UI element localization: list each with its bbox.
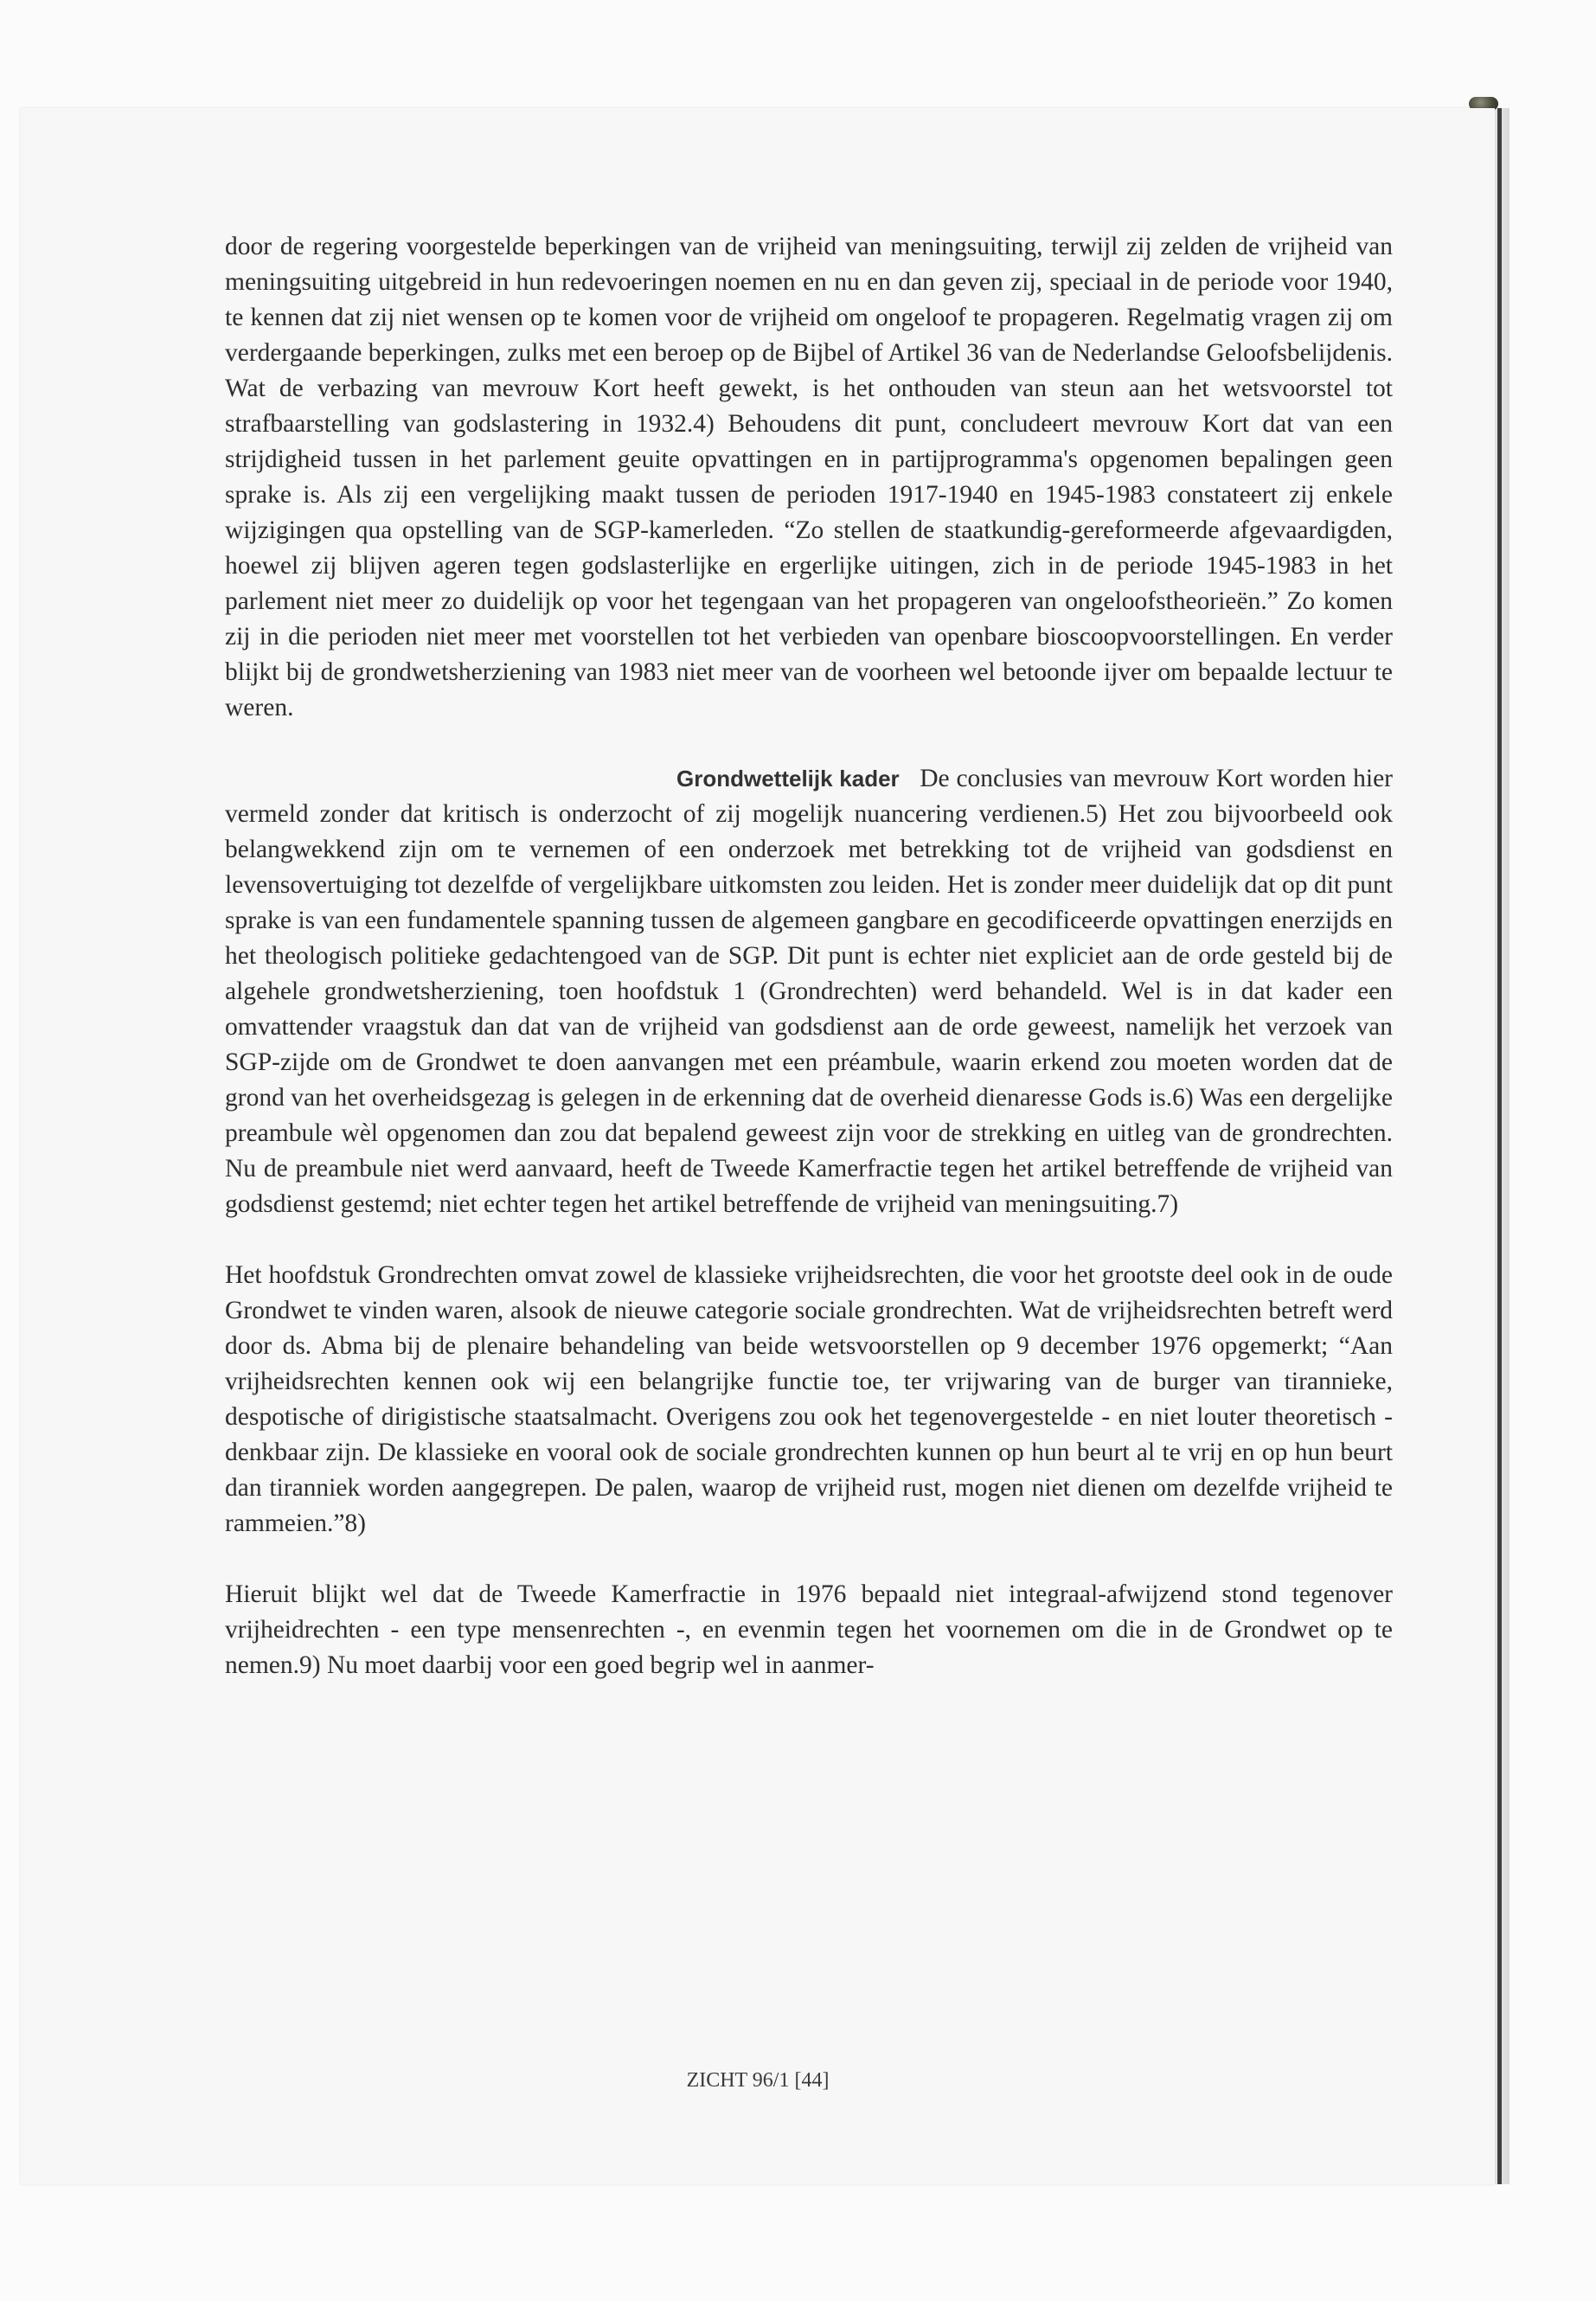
paragraph-2 (225, 761, 1393, 1222)
section-heading: Grondwettelijk kader (676, 766, 900, 792)
body-text (225, 229, 1393, 1719)
paragraph-1: door de regering voorgestelde beperkingen van de vrijheid van meningsuiting, terwijl zij zelden de vrijheid van meningsuiting uitgebreid in hun redevoeringen noemen en nu en dan geven zij, speciaal in de periode voor 1940, te kennen dat zij niet wensen op te komen voor de vrijheid om ongeloof te propageren. Regelmatig vragen zij om verdergaande beperkingen, zulks met een beroep op de Bijbel of Artikel 36 van de Nederlandse Geloofsbelijdenis. Wat de verbazing van mevrouw Kort heeft gewekt, is het onthouden van steun aan het wetsvoorstel tot strafbaarstelling van godslastering in 1932.4) Behoudens dit punt, concludeert mevrouw Kort dat van een strijdigheid tussen in het parlement geuite opvattingen en in partijprogramma's opgenomen bepalingen geen sprake is. Als zij een vergelijking maakt tussen de perioden 1917-1940 en 1945-1983 constateert zij enkele wijzigingen qua opstelling van de SGP-kamerleden. “Zo stellen de staatkundig-gereformeerde afgevaardigden, hoewel zij blijven ageren tegen godslasterlijke en ergerlijke uitingen, zich in de periode 1945-1983 in het parlement niet meer zo duidelijk op voor het tegengaan van het propageren van ongeloofstheorieën.” Zo komen zij in die perioden niet meer met voorstellen tot het verbieden van openbare bioscoopvoorstellingen. En verder blijkt bij de grondwetsherziening van 1983 niet meer van de voorheen wel betoonde ijver om bepaalde lectuur te weren. (225, 233, 1393, 721)
page-footer: ZICHT 96/1 [44] (686, 2069, 830, 2092)
paragraph-4: Hieruit blijkt wel dat de Tweede Kamerfractie in 1976 bepaald niet integraal-afwijzend stond tegenover vrijheidrechten - een type mensenrechten -, en evenmin tegen het voornemen om die in de Grondwet op te nemen.9) Nu moet daarbij voor een goed begrip wel in aanmer- (225, 1580, 1393, 1679)
paragraph-3: Het hoofdstuk Grondrechten omvat zowel de klassieke vrijheidsrechten, die voor het grootste deel ook in de oude Grondwet te vinden waren, alsook de nieuwe categorie sociale grondrechten. Wat de vrijheidsrechten betreft werd door ds. Abma bij de plenaire behandeling van beide wetsvoorstellen op 9 december 1976 opgemerkt; “Aan vrijheidsrechten kennen ook wij een belangrijke functie toe, ter vrijwaring van de burger van tirannieke, despotische of dirigistische staatsalmacht. Overigens zou ook het tegenovergestelde - en niet louter theoretisch - denkbaar zijn. De klassieke en vooral ook de sociale grondrechten kunnen op hun beurt al te vrij en op hun beurt dan tiranniek worden aangegrepen. De palen, waarop de vrijheid rust, mogen niet dienen om dezelfde vrijheid te rammeien.”8) (225, 1261, 1393, 1537)
book-spine-edge (1497, 108, 1502, 2184)
book-page (21, 108, 1495, 2184)
paragraph-2-text: De conclusies van mevrouw Kort worden hier vermeld zonder dat kritisch is onderzocht of zij mogelijk nuancering verdienen.5) Het zou bijvoorbeeld ook belangwekkend zijn om te vernemen of een onderzoek met betrekking tot de vrijheid van godsdienst en levensovertuiging tot dezelfde of vergelijkbare uitkomsten zou leiden. Het is zonder meer duidelijk dat op dit punt sprake is van een fundamentele spanning tussen de algemeen gangbare en gecodificeerde opvattingen enerzijds en het theologisch politieke gedachtengoed van de SGP. Dit punt is echter niet expliciet aan de orde gesteld bij de algehele grondwetsherziening, toen hoofdstuk 1 (Grondrechten) werd behandeld. Wel is in dat kader een omvattender vraagstuk dan dat van de vrijheid van godsdienst aan de orde geweest, namelijk het verzoek van SGP-zijde om de Grondwet te doen aanvangen met een préambule, waarin erkend zou moeten worden dat de grond van het overheidsgezag is gelegen in de erkenning dat de overheid dienaresse Gods is.6) Was een dergelijke preambule wèl opgenomen dan zou dat bepalend geweest zijn voor de strekking en uitleg van de grondrechten. Nu de preambule niet werd aanvaard, heeft de Tweede Kamerfractie tegen het artikel betreffende de vrijheid van godsdienst gestemd; niet echter tegen het artikel betreffende de vrijheid van meningsuiting.7) (225, 765, 1393, 1218)
